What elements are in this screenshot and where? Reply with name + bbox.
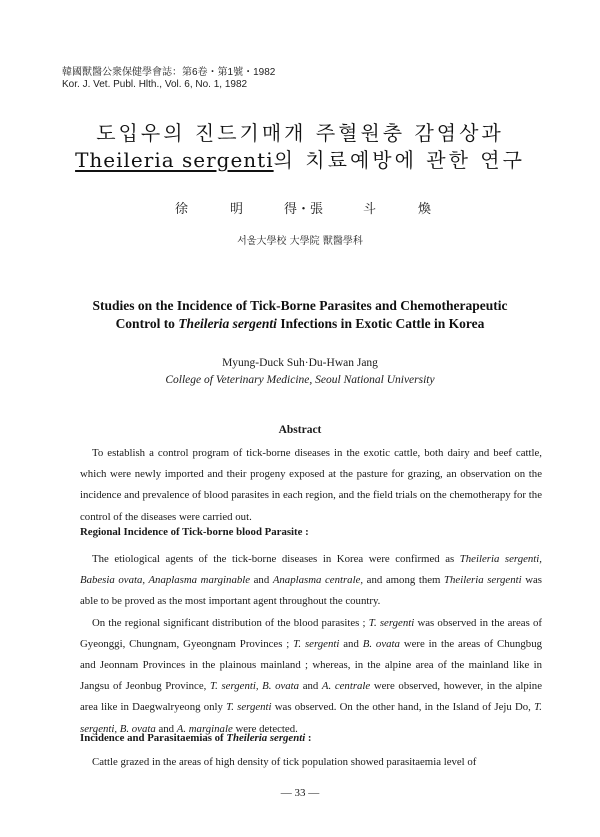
korean-author-char: 明 <box>230 202 244 217</box>
abstract-heading: Abstract <box>278 424 322 436</box>
text-run: On the regional significant distribution of the blood parasites ; <box>92 616 369 629</box>
journal-line-korean: 韓國獸醫公衆保健學會誌：第6卷・第1號・1982 <box>62 67 276 78</box>
korean-affiliation: 서울大學校 大學院 獸醫學科 <box>237 236 363 247</box>
species-name: Theileria sergenti <box>444 574 522 587</box>
text-run: and <box>250 574 273 587</box>
paragraph <box>80 549 542 613</box>
section-heading-regional: Regional Incidence of Tick-borne blood Parasite : <box>80 526 309 538</box>
species-name: A. centrale <box>321 680 371 693</box>
korean-title-rest: 의 치료예방에 관한 연구 <box>273 148 525 172</box>
species-name: A. marginale <box>176 722 233 735</box>
text-run: and among them <box>363 574 445 587</box>
species-name: B. ovata <box>362 637 400 650</box>
english-title-line-1: Studies on the Incidence of Tick-Borne Parasites and Chemotherapeutic <box>92 298 508 313</box>
korean-title-line-2 <box>0 147 600 173</box>
text-run: were observed, however, in the alpine area like in Daegwalryeong only <box>80 680 542 714</box>
text-run: were in the areas of Chungbug and Jeonnam Provinces in the plainous mainland ; whereas, in the alpine area of the mainland like in Jangsu of Jeonbug Province, <box>80 637 542 693</box>
text-run: Incidence and Parasitaemias of <box>80 732 227 744</box>
species-name: T. sergenti <box>293 637 340 650</box>
section-heading-parasitaemias <box>80 732 312 744</box>
korean-author-char: 煥 <box>418 202 432 217</box>
korean-title-species: Theileria sergenti <box>75 148 274 172</box>
text-run: was observed in the areas of Gyeonggi, Chungnam, Gyeongnam Provinces ; <box>80 616 542 650</box>
english-affiliation: College of Veterinary Medicine, Seoul National University <box>165 374 435 386</box>
korean-author-char: 得・張 <box>284 202 324 217</box>
text-run: was able to be proved as the most important agent throughout the country. <box>80 574 542 608</box>
paragraph: Cattle grazed in the areas of high density of tick population showed parasitaemia level of <box>92 756 477 768</box>
korean-author-char: 徐 <box>175 202 189 217</box>
journal-header <box>62 67 275 91</box>
species-name: T. sergenti <box>226 701 272 714</box>
text-run: and <box>155 722 177 735</box>
text-run: and <box>339 637 363 650</box>
species-name: T. sergenti <box>368 616 415 629</box>
english-title-suffix: Infections in Exotic Cattle in Korea <box>276 316 485 331</box>
text-run: and <box>299 680 322 693</box>
species-name: T. sergenti, B. ovata <box>209 680 300 693</box>
text-run: were detected. <box>232 722 298 735</box>
text-run: : <box>305 732 312 744</box>
english-title-prefix: Control to <box>115 316 179 331</box>
section-body-parasitaemias <box>80 752 542 773</box>
korean-title-line-1: 도입우의 진드기매개 주혈원충 감염상과 <box>96 121 504 145</box>
english-title-line-2 <box>0 314 600 333</box>
abstract-body <box>80 443 542 528</box>
section-body-regional <box>80 549 542 740</box>
journal-line-english: Kor. J. Vet. Publ. Hlth., Vol. 6, No. 1, 1982 <box>62 79 248 90</box>
species-name: Theileria sergenti, Babesia ovata, Anaplasma marginable <box>80 553 542 587</box>
english-authors: Myung-Duck Suh·Du-Hwan Jang <box>222 357 378 369</box>
abstract-paragraph: To establish a control program of tick-borne diseases in the exotic cattle, both dairy and beef cattle, which were newly imported and their progeny exposed at the pasture for grazing, an observation on the incidence and prevalence of blood parasites in each region, and the field trials on the chemotherapy for the control of the diseases were carried out. <box>80 447 542 523</box>
korean-author-char: 斗 <box>363 202 377 217</box>
species-name: T. sergenti, B. ovata <box>80 701 542 735</box>
english-title-species: Theileria sergenti <box>178 316 277 331</box>
species-name: Anaplasma centrale, <box>272 574 364 587</box>
paragraph <box>80 613 542 740</box>
species-name: Theileria sergenti <box>226 732 306 744</box>
text-run: was observed. On the other hand, in the Island of Jeju Do, <box>271 701 535 714</box>
text-run: The etiological agents of the tick-borne diseases in Korea were confirmed as <box>92 553 460 565</box>
page-number: — 33 — <box>280 787 320 799</box>
